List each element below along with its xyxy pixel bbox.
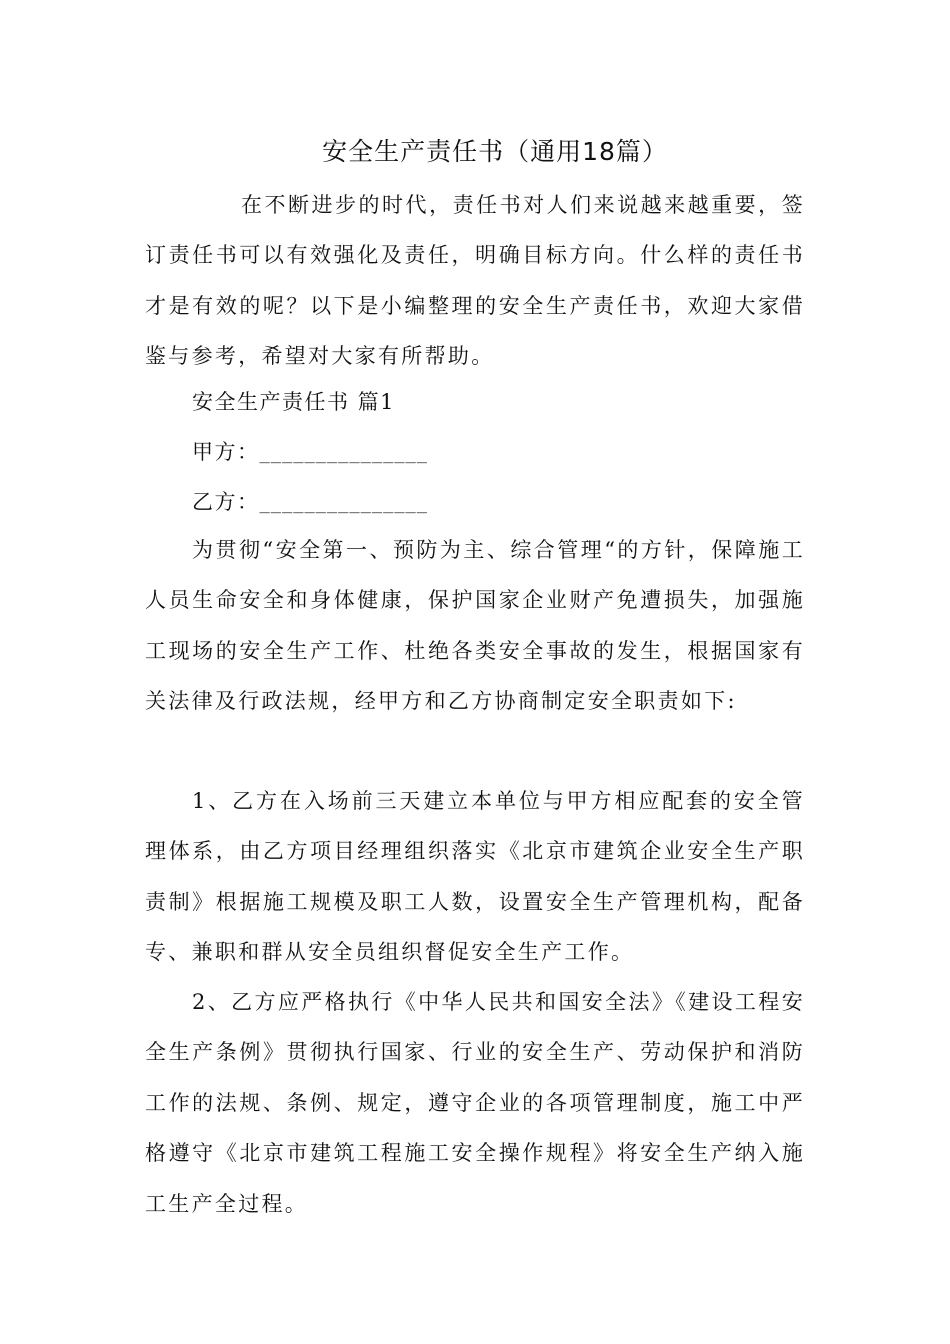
item-2-paragraph: 2、乙方应严格执行《中华人民共和国安全法》《建设工程安全生产条例》贯彻执行国家、行业的安全生产、劳动保护和消防工作的法规、条例、规定，遵守企业的各项管理制度，施工中严格遵守《北京市建筑工程施工安全操作规程》将安全生产纳入施工生产全过程。 <box>145 990 805 1216</box>
section-heading: 安全生产责任书 篇1 <box>192 390 396 414</box>
party-a-blank: _______________ <box>259 444 429 464</box>
party-a-line <box>192 434 428 472</box>
party-b-label: 乙方： <box>192 490 260 514</box>
party-b-blank: _______________ <box>259 494 429 514</box>
document-title: 安全生产责任书（通用18篇） <box>322 137 668 166</box>
item-1-paragraph: 1、乙方在入场前三天建立本单位与甲方相应配套的安全管理体系，由乙方项目经理组织落实《北京市建筑企业安全生产职责制》根据施工规模及职工人数，设置安全生产管理机构，配备专、兼职和群从安全员组织督促安全生产工作。 <box>145 789 805 965</box>
preamble-paragraph: 为贯彻“安全第一、预防为主、综合管理“的方针，保障施工人员生命安全和身体健康，保护国家企业财产免遭损失，加强施工现场的安全生产工作、杜绝各类安全事故的发生，根据国家有关法律及行政法规，经甲方和乙方协商制定安全职责如下: <box>145 538 805 714</box>
intro-paragraph: 在不断进步的时代，责任书对人们来说越来越重要，签订责任书可以有效强化及责任，明确目标方向。什么样的责任书才是有效的呢？以下是小编整理的安全生产责任书，欢迎大家借鉴与参考，希望对大家有所帮助。 <box>145 193 805 369</box>
party-a-label: 甲方： <box>192 440 260 464</box>
party-b-line <box>192 484 428 522</box>
